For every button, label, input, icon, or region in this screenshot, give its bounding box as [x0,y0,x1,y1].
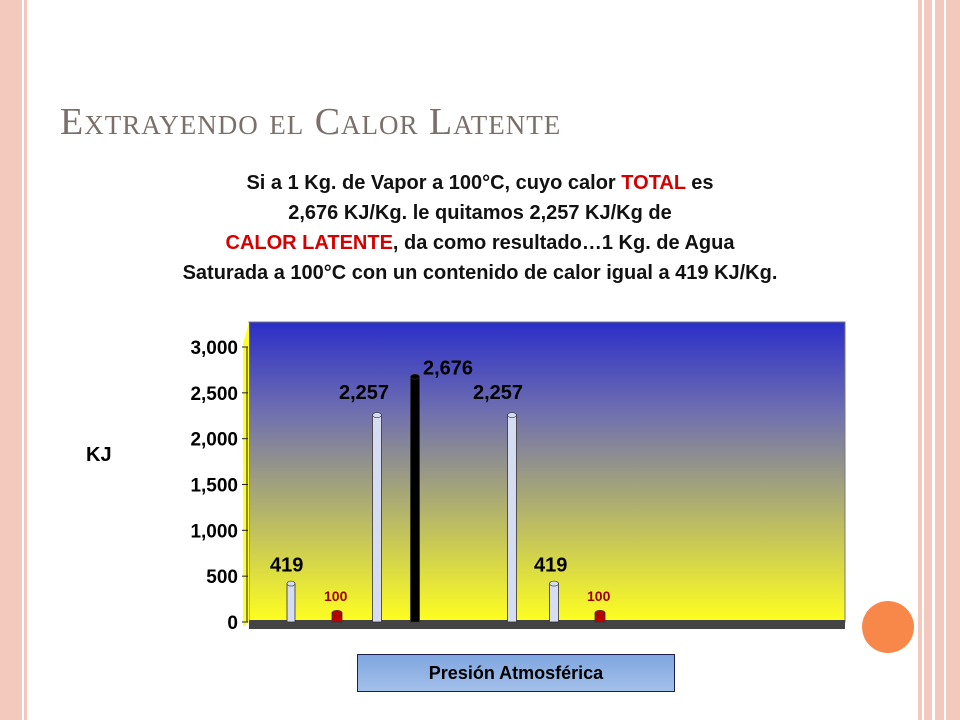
bar-cap [411,374,420,379]
y-tick-label: 500 [206,567,238,589]
body-line-4: Saturada a 100°C con un contenido de calor igual a 419 KJ/Kg. [182,262,778,284]
bar-value-label: 100 [324,587,348,604]
body-line-2: 2,676 KJ/Kg. le quitamos 2,257 KJ/Kg de [288,202,672,224]
bar-cap [550,581,559,586]
bar-value-label: 2,257 [473,382,524,405]
y-tick-label: 1,000 [190,521,238,543]
bar-value-label: 419 [534,554,568,577]
bar-cap [595,610,605,615]
bar-value-label: 419 [270,554,304,577]
bar [287,584,295,622]
decorative-circle [862,601,914,653]
bar [508,415,517,622]
plot-area [249,322,845,622]
body-line-1-end: es [685,172,714,194]
body-highlight-latent: CALOR LATENTE [225,232,393,254]
x-axis-label: Presión Atmosférica [357,654,675,692]
slide-title: Extrayendo el Calor Latente [60,101,562,143]
body-highlight-total: TOTAL [621,172,686,194]
bar-cap [373,413,382,418]
bar-value-label: 2,676 [423,357,474,380]
y-tick-label: 2,000 [190,429,238,451]
y-tick-label: 3,000 [190,338,238,359]
plot-side-wall [243,322,249,627]
bar-value-label: 2,257 [339,382,390,405]
bar-cap [287,581,295,586]
bar-value-label: 100 [587,587,611,604]
bar [411,377,420,622]
bar [373,415,382,622]
y-tick-label: 1,500 [190,475,238,497]
body-line-3-text: , da como resultado…1 Kg. de Agua [392,232,735,254]
y-tick-label: 0 [227,613,238,634]
bar [550,584,559,622]
y-tick-label: 2,500 [190,383,238,405]
y-axis-label: KJ [86,444,112,466]
y-axis [190,338,248,634]
bar-cap [332,610,342,615]
body-line-1-text: Si a 1 Kg. de Vapor a 100°C, cuyo calor [246,172,622,194]
bar-cap [508,413,517,418]
